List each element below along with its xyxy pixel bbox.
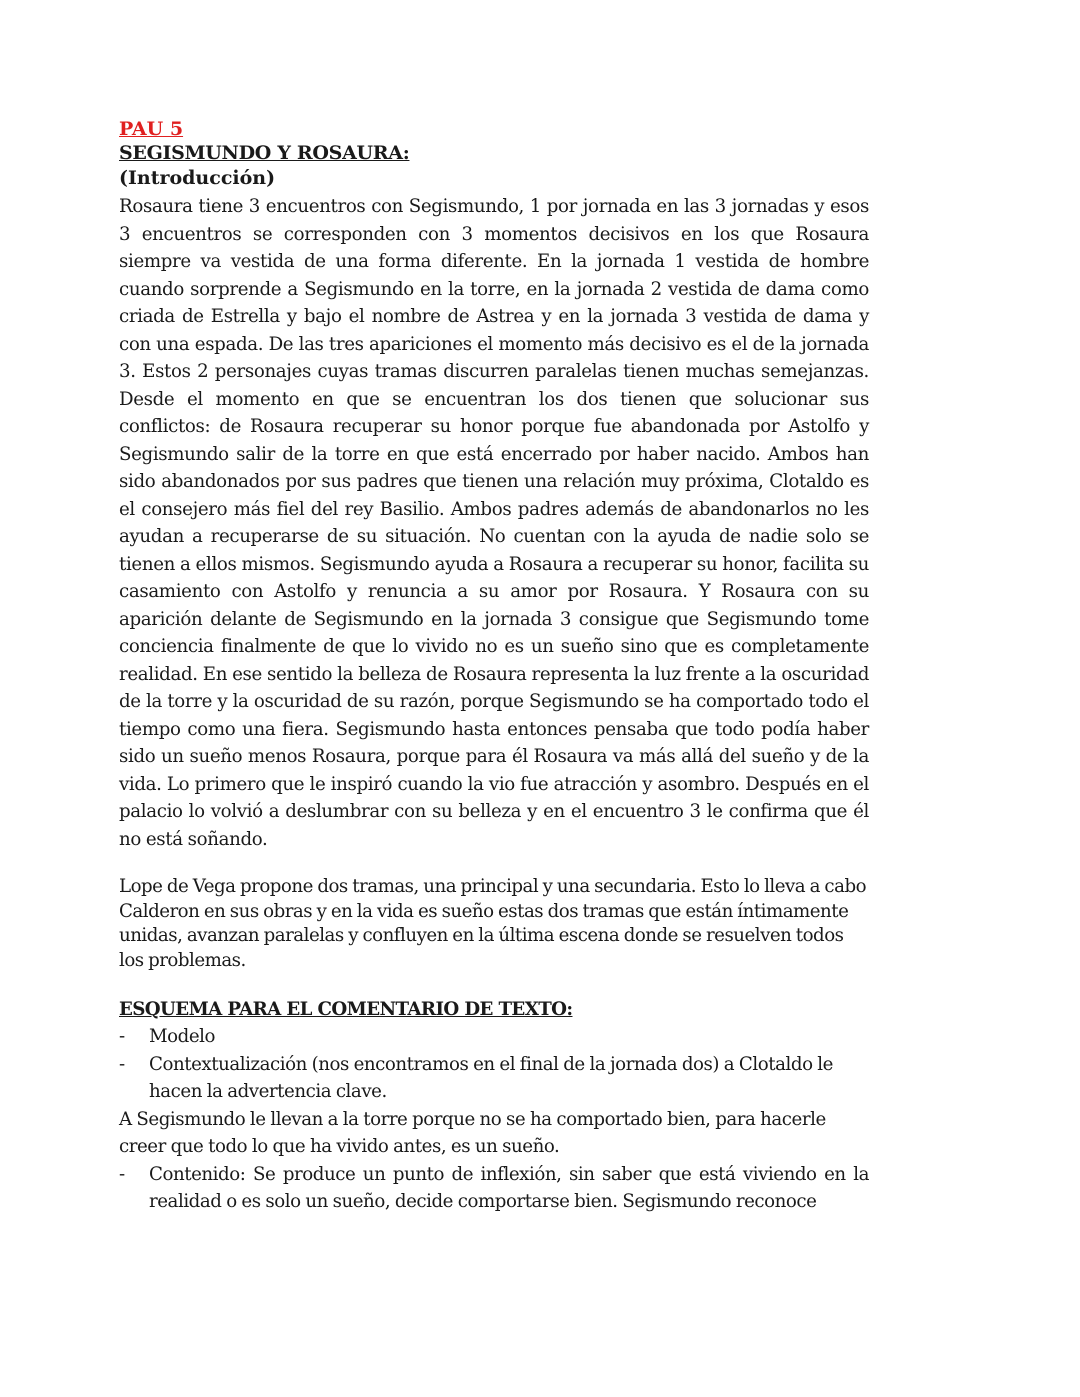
document-page <box>119 117 869 1216</box>
intro-paragraph: Rosaura tiene 3 encuentros con Segismundo, 1 por jornada en las 3 jornadas y esos 3 encuentros se corresponden con 3 momentos decisivos en los que Rosaura siempre va vestida de una forma diferente. En la jornada 1 vestida de hombre cuando sorprende a Segismundo en la torre, en la jornada 2 vestida de dama como criada de Estrella y bajo el nombre de Astrea y en la jornada 3 vestida de dama y con una espada. De las tres apariciones el momento más decisivo es el de la jornada 3. Estos 2 personajes cuyas tramas discurren paralelas tienen muchas semejanzas. Desde el momento en que se encuentran los dos tienen que solucionar sus conflictos: de Rosaura recuperar su honor porque fue abandonada por Astolfo y Segismundo salir de la torre en que está encerrado por haber nacido. Ambos han sido abandonados por sus padres que tienen una relación muy próxima, Clotaldo es el consejero más fiel del rey Basilio. Ambos padres además de abandonarlos no les ayudan a recuperarse de su situación. No cuentan con la ayuda de nadie solo se tienen a ellos mismos. Segismundo ayuda a Rosaura a recuperar su honor, facilita su casamiento con Astolfo y renuncia a su amor por Rosaura. Y Rosaura con su aparición delante de Segismundo en la jornada 3 consigue que Segismundo tome conciencia finalmente de que lo vivido no es un sueño sino que es completamente realidad. En ese sentido la belleza de Rosaura representa la luz frente a la oscuridad de la torre y la oscuridad de su razón, porque Segismundo se ha comportado todo el tiempo como una fiera. Segismundo hasta entonces pensaba que todo podía haber sido un sueño menos Rosaura, porque para él Rosaura va más allá del sueño y de la vida. Lo primero que le inspiró cuando la vio fue atracción y asombro. Después en el palacio lo volvió a deslumbrar con su belleza y en el encuentro 3 le confirma que él no está soñando. <box>119 196 869 850</box>
scheme-list-continued <box>119 1161 869 1216</box>
introduction-subtitle: (Introducción) <box>119 167 276 189</box>
pau-label: PAU 5 <box>119 118 184 140</box>
list-item-content: Contenido: Se produce un punto de inflexión, sin saber que está viviendo en la realidad o es solo un sueño, decide comportarse bien. Segismundo reconoce <box>149 1163 869 1212</box>
scheme-title: ESQUEMA PARA EL COMENTARIO DE TEXTO: <box>119 999 573 1020</box>
list-item <box>119 1023 869 1051</box>
scheme-note: A Segismundo le llevan a la torre porque no se ha comportado bien, para hacerle creer que todo lo que ha vivido antes, es un sueño. <box>119 1108 826 1157</box>
dash-bullet: - <box>119 1053 125 1075</box>
document-title: SEGISMUNDO Y ROSAURA: <box>119 142 410 164</box>
list-item-model: Modelo <box>149 1026 216 1047</box>
list-item-context: Contextualización (nos encontramos en el final de la jornada dos) a Clotaldo le hacen la advertencia clave. <box>149 1053 833 1102</box>
dash-bullet: - <box>119 1026 125 1047</box>
lope-paragraph: Lope de Vega propone dos tramas, una principal y una secundaria. Esto lo lleva a cabo Calderon en sus obras y en la vida es sueño estas dos tramas que están íntimamente unidas, avanzan paralelas y confluyen en la última escena donde se resuelven todos los problemas. <box>119 876 867 971</box>
list-item <box>119 1051 869 1106</box>
scheme-list <box>119 1023 869 1106</box>
list-item <box>119 1161 869 1216</box>
dash-bullet: - <box>119 1163 125 1185</box>
